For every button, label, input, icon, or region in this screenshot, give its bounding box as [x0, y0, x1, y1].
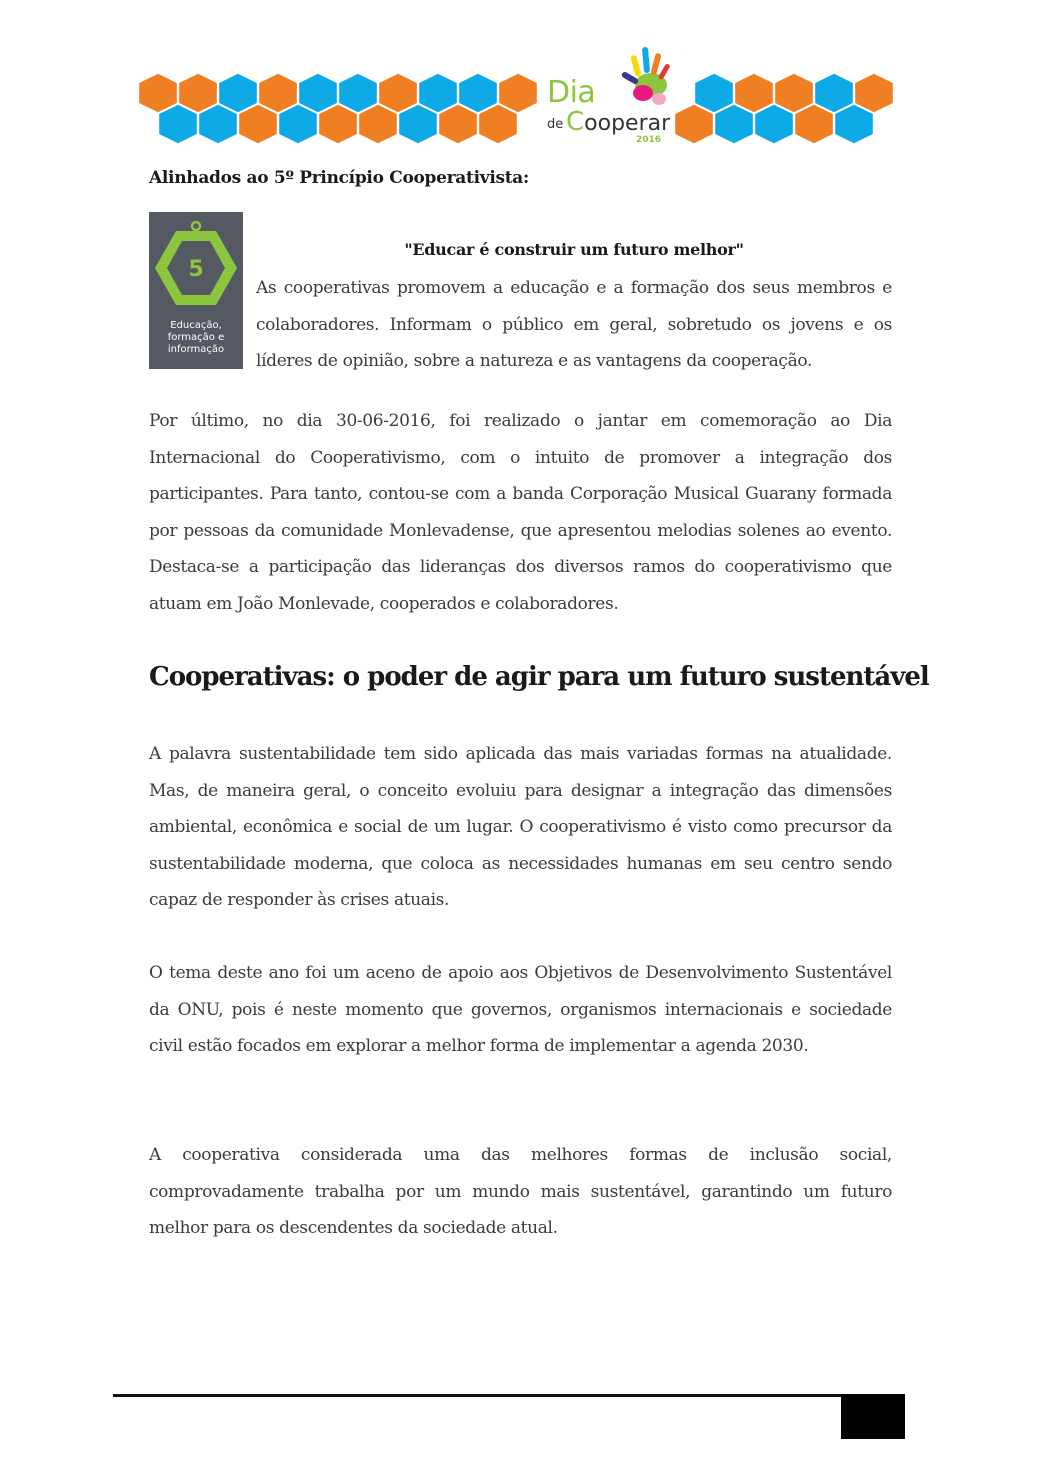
principle-quote: "Educar é construir um futuro melhor": [404, 240, 744, 259]
hexagon-shape: [138, 73, 178, 113]
hexagon-shape: [498, 73, 538, 113]
logo-dia-text: Dia: [547, 75, 596, 110]
hexagon-shape: [338, 73, 378, 113]
hexagon-shape: [158, 104, 198, 144]
hexagon-shape: [378, 73, 418, 113]
logo-cooperar-text: Cooperar: [566, 107, 671, 137]
hexagon-shape: [278, 104, 318, 144]
hexagon-shape: [754, 104, 794, 144]
hexagon-shape: [774, 73, 814, 113]
hexagon-shape: [438, 104, 478, 144]
hexagon-shape: [834, 104, 874, 144]
colorful-hand-icon: [615, 45, 675, 107]
footer-rule: [113, 1394, 841, 1397]
hexagon-shape: [358, 104, 398, 144]
svg-text:5: 5: [188, 257, 204, 282]
hexagon-shape: [674, 104, 714, 144]
principle-heading: Alinhados ao 5º Princípio Cooperativista:: [149, 168, 529, 188]
hexagon-shape: [238, 104, 278, 144]
hexagon-shape: [478, 104, 518, 144]
logo-de-text: de: [547, 117, 564, 132]
logo-year: 2016: [636, 135, 662, 145]
principle-5-badge: [149, 212, 243, 369]
hexagon-shape: [734, 73, 774, 113]
hexagon-shape: [218, 73, 258, 113]
hexagon-shape: [178, 73, 218, 113]
dia-de-cooperar-logo: [540, 45, 670, 145]
badge-label: Educação, formação e informação: [167, 320, 225, 355]
section-paragraph-3: A cooperativa considerada uma das melhores formas de inclusão social, comprovadamente trabalha por um mundo mais sustentável, garantindo um futuro melhor para os descendentes da sociedade atual.: [149, 1145, 892, 1238]
hexagon-shape: [458, 73, 498, 113]
footer-page-box: [841, 1394, 905, 1439]
section-paragraph-2: O tema deste ano foi um aceno de apoio aos Objetivos de Desenvolvimento Sustentável da ONU, pois é neste momento que governos, organismos internacionais e sociedade civil estão focados em explorar a melhor forma de implementar a agenda 2030.: [149, 963, 892, 1056]
hexagon-shape: [198, 104, 238, 144]
hexagon-tag-icon: [149, 212, 243, 317]
event-paragraph: Por último, no dia 30-06-2016, foi realizado o jantar em comemoração ao Dia Internacional do Cooperativismo, com o intuito de promover a integração dos participantes. Para tanto, contou-se com a banda Corporação Musical Guarany formada por pessoas da comunidade Monlevadense, que apresentou melodias solenes ao evento. Destaca-se a participação das lideranças dos diversos ramos do cooperativismo que atuam em João Monlevade, cooperados e colaboradores.: [149, 411, 892, 614]
header-banner: [130, 40, 900, 150]
section-paragraph-1: A palavra sustentabilidade tem sido aplicada das mais variadas formas na atualidade. Mas, de maneira geral, o conceito evoluiu para designar a integração das dimensões ambiental, econômica e social de um lugar. O cooperativismo é visto como precursor da sustentabilidade moderna, que coloca as necessidades humanas em seu centro sendo capaz de responder às crises atuais.: [149, 744, 892, 910]
hexagon-shape: [418, 73, 458, 113]
hexagon-shape: [714, 104, 754, 144]
hexagon-shape: [814, 73, 854, 113]
hexagon-shape: [854, 73, 894, 113]
hexagon-shape: [398, 104, 438, 144]
hexagon-shape: [298, 73, 338, 113]
hexagon-shape: [694, 73, 734, 113]
hexagon-shape: [258, 73, 298, 113]
section-title: Cooperativas: o poder de agir para um futuro sustentável: [149, 662, 929, 692]
principle-description: As cooperativas promovem a educação e a formação dos seus membros e colaboradores. Informam o público em geral, sobretudo os jovens e os líderes de opinião, sobre a natureza e as vantagens da cooperação.: [256, 278, 892, 371]
hexagon-shape: [794, 104, 834, 144]
hexagon-shape: [318, 104, 358, 144]
